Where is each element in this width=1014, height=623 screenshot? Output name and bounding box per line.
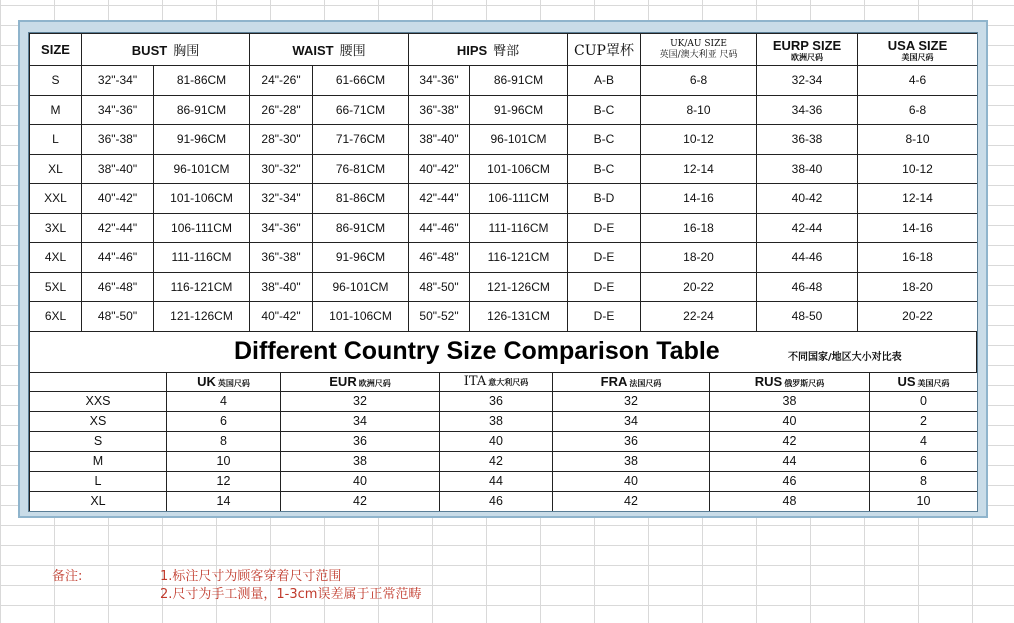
cell-waist-cm: 66-71CM	[313, 95, 409, 125]
comparison-cell: 4	[870, 431, 978, 451]
comparison-cell: 44	[440, 471, 553, 491]
comparison-cell: 38	[281, 451, 440, 471]
cell-waist-cm: 91-96CM	[313, 243, 409, 273]
cell-hips-in: 42"-44"	[409, 184, 470, 214]
comparison-cell: XS	[30, 411, 167, 431]
cell-usa: 8-10	[858, 125, 978, 155]
cell-hips-cm: 116-121CM	[470, 243, 568, 273]
country-code-cn: 美国尺码	[917, 379, 950, 388]
cell-bust-in: 32"-34"	[82, 66, 154, 96]
comparison-cell: 40	[710, 411, 870, 431]
comparison-cell: L	[30, 471, 167, 491]
cell-eurp: 46-48	[757, 272, 858, 302]
size-row	[30, 154, 978, 184]
country-code-cn: 英国尺码	[217, 379, 250, 388]
size-table-body	[30, 66, 978, 332]
comparison-cell: 14	[167, 491, 281, 511]
cell-cup: A-B	[568, 66, 641, 96]
cell-eurp: 40-42	[757, 184, 858, 214]
cell-cup: B-C	[568, 125, 641, 155]
country-code: ITA	[463, 374, 487, 389]
header-hips-label: HIPS	[456, 43, 488, 58]
cell-uk-au: 20-22	[641, 272, 757, 302]
cell-eurp: 48-50	[757, 302, 858, 332]
cell-usa: 14-16	[858, 213, 978, 243]
cell-bust-cm: 81-86CM	[154, 66, 250, 96]
cell-bust-cm: 86-91CM	[154, 95, 250, 125]
cell-size: 3XL	[30, 213, 82, 243]
country-code: US	[897, 374, 916, 389]
comparison-cell: 32	[281, 391, 440, 411]
cell-waist-in: 36"-38"	[250, 243, 313, 273]
size-table-header	[30, 34, 978, 66]
comparison-cell: 0	[870, 391, 978, 411]
cell-waist-in: 24"-26"	[250, 66, 313, 96]
cell-uk-au: 12-14	[641, 154, 757, 184]
header-uk-au	[641, 34, 757, 66]
header-eurp-label: EURP SIZE	[772, 37, 842, 53]
cell-bust-in: 38"-40"	[82, 154, 154, 184]
comparison-cell: 40	[281, 471, 440, 491]
comparison-cell: 40	[553, 471, 710, 491]
cell-waist-in: 30"-32"	[250, 154, 313, 184]
comparison-cell: 36	[281, 431, 440, 451]
country-code-cn: 法国尺码	[629, 379, 662, 388]
header-bust	[82, 34, 250, 66]
cell-size: M	[30, 95, 82, 125]
cell-bust-in: 44"-46"	[82, 243, 154, 273]
comparison-cell: 38	[440, 411, 553, 431]
comparison-cell: 8	[870, 471, 978, 491]
cell-bust-cm: 111-116CM	[154, 243, 250, 273]
comparison-row	[30, 451, 978, 471]
cell-waist-in: 28"-30"	[250, 125, 313, 155]
header-eurp	[757, 34, 858, 66]
cell-waist-in: 38"-40"	[250, 272, 313, 302]
comparison-cell: 48	[710, 491, 870, 511]
comparison-cell: 38	[553, 451, 710, 471]
cell-usa: 6-8	[858, 95, 978, 125]
country-code-cn: 俄罗斯尺码	[784, 379, 825, 388]
size-chart-image	[28, 32, 978, 512]
cell-bust-cm: 96-101CM	[154, 154, 250, 184]
cell-bust-cm: 121-126CM	[154, 302, 250, 332]
comparison-cell: 42	[710, 431, 870, 451]
cell-size: XXL	[30, 184, 82, 214]
comparison-cell: 6	[167, 411, 281, 431]
country-code: UK	[197, 374, 216, 389]
cell-size: L	[30, 125, 82, 155]
comparison-cell: S	[30, 431, 167, 451]
cell-uk-au: 8-10	[641, 95, 757, 125]
header-waist-cn: 腰围	[339, 44, 366, 59]
cell-waist-cm: 76-81CM	[313, 154, 409, 184]
comparison-cell: XL	[30, 491, 167, 511]
comparison-cell: 34	[281, 411, 440, 431]
cell-eurp: 38-40	[757, 154, 858, 184]
comparison-header	[30, 372, 978, 391]
comparison-header-cell	[30, 372, 167, 391]
comparison-row	[30, 491, 978, 511]
size-row	[30, 66, 978, 96]
size-row	[30, 243, 978, 273]
size-row	[30, 302, 978, 332]
size-row	[30, 95, 978, 125]
comparison-cell: 6	[870, 451, 978, 471]
comparison-cell: 4	[167, 391, 281, 411]
cell-bust-in: 48"-50"	[82, 302, 154, 332]
cell-waist-cm: 86-91CM	[313, 213, 409, 243]
cell-size: 6XL	[30, 302, 82, 332]
comparison-cell: 36	[440, 391, 553, 411]
comparison-title-row	[29, 332, 977, 372]
comparison-table	[29, 372, 978, 512]
cell-eurp: 36-38	[757, 125, 858, 155]
cell-hips-in: 50"-52"	[409, 302, 470, 332]
comparison-header-cell	[440, 372, 553, 391]
cell-hips-cm: 111-116CM	[470, 213, 568, 243]
cell-uk-au: 10-12	[641, 125, 757, 155]
cell-usa: 12-14	[858, 184, 978, 214]
cell-waist-cm: 61-66CM	[313, 66, 409, 96]
country-code: EUR	[329, 374, 357, 389]
cell-usa: 4-6	[858, 66, 978, 96]
cell-cup: D-E	[568, 213, 641, 243]
size-table	[29, 33, 978, 332]
header-eurp-cn: 欧洲尺码	[791, 52, 824, 62]
cell-eurp: 44-46	[757, 243, 858, 273]
comparison-cell: 42	[440, 451, 553, 471]
cell-size: XL	[30, 154, 82, 184]
comparison-cell: 8	[167, 431, 281, 451]
cell-uk-au: 14-16	[641, 184, 757, 214]
cell-waist-in: 32"-34"	[250, 184, 313, 214]
cell-size: 5XL	[30, 272, 82, 302]
cell-waist-cm: 71-76CM	[313, 125, 409, 155]
size-row	[30, 125, 978, 155]
cell-hips-cm: 121-126CM	[470, 272, 568, 302]
comparison-title: Different Country Size Comparison Table	[234, 336, 720, 365]
cell-uk-au: 22-24	[641, 302, 757, 332]
cell-hips-cm: 86-91CM	[470, 66, 568, 96]
comparison-cell: 42	[281, 491, 440, 511]
country-code: FRA	[600, 374, 628, 389]
comparison-cell: 46	[710, 471, 870, 491]
cell-cup: D-E	[568, 272, 641, 302]
cell-bust-in: 40"-42"	[82, 184, 154, 214]
cell-bust-cm: 101-106CM	[154, 184, 250, 214]
header-uk-au-cn: 英国/澳大利亚 尺码	[659, 49, 738, 60]
cell-eurp: 42-44	[757, 213, 858, 243]
cell-hips-in: 44"-46"	[409, 213, 470, 243]
cell-bust-in: 36"-38"	[82, 125, 154, 155]
cell-bust-in: 42"-44"	[82, 213, 154, 243]
comparison-header-cell	[870, 372, 978, 391]
cell-cup: D-E	[568, 302, 641, 332]
cell-hips-in: 34"-36"	[409, 66, 470, 96]
cell-hips-in: 36"-38"	[409, 95, 470, 125]
comparison-row	[30, 431, 978, 451]
header-size: SIZE	[30, 34, 82, 66]
cell-usa: 20-22	[858, 302, 978, 332]
notes-label: 备注:	[52, 569, 83, 584]
cell-hips-in: 48"-50"	[409, 272, 470, 302]
note-line-1: 1.标注尺寸为顾客穿着尺寸范围	[160, 569, 342, 584]
header-waist	[250, 34, 409, 66]
cell-usa: 16-18	[858, 243, 978, 273]
cell-bust-in: 34"-36"	[82, 95, 154, 125]
comparison-cell: 10	[167, 451, 281, 471]
comparison-cell: 2	[870, 411, 978, 431]
comparison-row	[30, 391, 978, 411]
comparison-body	[30, 391, 978, 511]
comparison-cell: 40	[440, 431, 553, 451]
header-uk-au-label: UK/AU SIZE	[670, 38, 727, 49]
comparison-cell: XXS	[30, 391, 167, 411]
cell-waist-cm: 96-101CM	[313, 272, 409, 302]
country-code-cn: 意大利尺码	[488, 377, 529, 387]
comparison-cell: 46	[440, 491, 553, 511]
comparison-cell: 12	[167, 471, 281, 491]
cell-usa: 10-12	[858, 154, 978, 184]
cell-hips-in: 46"-48"	[409, 243, 470, 273]
country-code: RUS	[754, 374, 783, 389]
comparison-header-cell	[710, 372, 870, 391]
cell-uk-au: 16-18	[641, 213, 757, 243]
cell-size: 4XL	[30, 243, 82, 273]
header-hips	[409, 34, 568, 66]
size-row	[30, 213, 978, 243]
size-row	[30, 272, 978, 302]
header-bust-label: BUST	[131, 43, 168, 58]
cell-waist-in: 34"-36"	[250, 213, 313, 243]
cell-eurp: 34-36	[757, 95, 858, 125]
cell-waist-cm: 81-86CM	[313, 184, 409, 214]
country-code-cn: 欧洲尺码	[358, 379, 391, 388]
cell-cup: B-D	[568, 184, 641, 214]
cell-hips-cm: 91-96CM	[470, 95, 568, 125]
cell-size: S	[30, 66, 82, 96]
comparison-row	[30, 411, 978, 431]
header-cup: CUP罩杯	[568, 34, 641, 66]
cell-hips-in: 40"-42"	[409, 154, 470, 184]
comparison-cell: 42	[553, 491, 710, 511]
comparison-header-cell	[167, 372, 281, 391]
cell-uk-au: 6-8	[641, 66, 757, 96]
comparison-header-cell	[553, 372, 710, 391]
cell-bust-cm: 116-121CM	[154, 272, 250, 302]
comparison-cell: 10	[870, 491, 978, 511]
header-usa-label: USA SIZE	[887, 37, 948, 53]
cell-waist-in: 40"-42"	[250, 302, 313, 332]
cell-cup: D-E	[568, 243, 641, 273]
header-bust-cn: 胸围	[173, 44, 200, 59]
cell-waist-in: 26"-28"	[250, 95, 313, 125]
cell-hips-in: 38"-40"	[409, 125, 470, 155]
comparison-cell: 36	[553, 431, 710, 451]
cell-uk-au: 18-20	[641, 243, 757, 273]
comparison-row	[30, 471, 978, 491]
comparison-cell: 38	[710, 391, 870, 411]
cell-bust-in: 46"-48"	[82, 272, 154, 302]
cell-hips-cm: 96-101CM	[470, 125, 568, 155]
header-usa	[858, 34, 978, 66]
header-usa-cn: 美国尺码	[901, 52, 934, 62]
size-row	[30, 184, 978, 214]
comparison-title-cn: 不同国家/地区大小对比表	[788, 351, 902, 363]
cell-waist-cm: 101-106CM	[313, 302, 409, 332]
cell-bust-cm: 106-111CM	[154, 213, 250, 243]
cell-cup: B-C	[568, 154, 641, 184]
comparison-cell: 32	[553, 391, 710, 411]
header-waist-label: WAIST	[292, 43, 334, 58]
comparison-cell: 34	[553, 411, 710, 431]
comparison-header-cell	[281, 372, 440, 391]
cell-usa: 18-20	[858, 272, 978, 302]
cell-eurp: 32-34	[757, 66, 858, 96]
header-hips-cn: 臀部	[493, 44, 520, 59]
comparison-cell: 44	[710, 451, 870, 471]
cell-hips-cm: 126-131CM	[470, 302, 568, 332]
cell-cup: B-C	[568, 95, 641, 125]
cell-hips-cm: 106-111CM	[470, 184, 568, 214]
comparison-cell: M	[30, 451, 167, 471]
cell-hips-cm: 101-106CM	[470, 154, 568, 184]
note-line-2: 2.尺寸为手工测量，1-3cm误差属于正常范畴	[160, 587, 422, 602]
cell-bust-cm: 91-96CM	[154, 125, 250, 155]
